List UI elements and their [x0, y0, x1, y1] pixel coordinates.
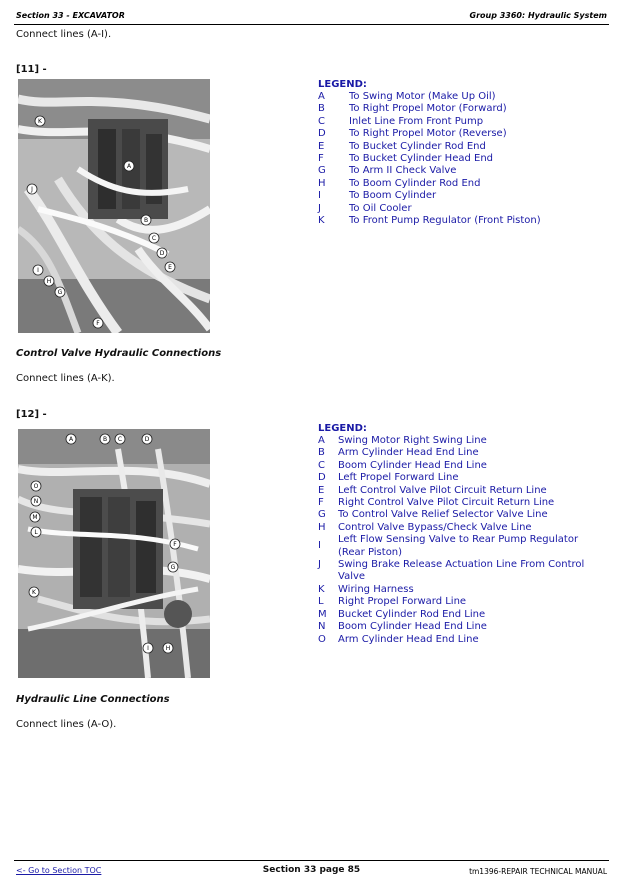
legend-item: L Right Propel Forward Line [318, 596, 467, 608]
step-11-label: [11] - [16, 64, 47, 75]
callout-h: H [46, 278, 52, 285]
legend-item: B Arm Cylinder Head End Line [318, 447, 479, 459]
legend-item: N Boom Cylinder Head End Line [318, 621, 487, 633]
callout-b: B [143, 217, 149, 224]
callout-c: C [117, 436, 123, 443]
step-12-text: Connect lines (A-O). [16, 719, 117, 730]
callout-g: G [170, 564, 176, 571]
legend-item: K Wiring Harness [318, 583, 414, 595]
legend-item: D To Right Propel Motor (Reverse) [318, 128, 507, 140]
section-header: Section 33 - EXCAVATOR [16, 11, 125, 20]
manual-id: tm1396-REPAIR TECHNICAL MANUAL [469, 867, 607, 876]
legend-12 [318, 422, 608, 646]
figure-11-photo [18, 79, 210, 333]
legend-item: J Swing Brake Release Actuation Line From Control Valve [318, 559, 585, 583]
footer-rule [14, 860, 609, 861]
callout-f: F [173, 541, 177, 548]
callout-a: A [126, 163, 132, 170]
figure-12-caption: Hydraulic Line Connections [16, 694, 170, 705]
legend-item: A Swing Motor Right Swing Line [318, 435, 487, 446]
callout-c: C [151, 235, 157, 242]
legend-item: C Boom Cylinder Head End Line [318, 459, 487, 471]
legend-item: C Inlet Line From Front Pump [318, 115, 484, 127]
step-11-text: Connect lines (A-K). [16, 373, 115, 384]
legend-item: G To Arm II Check Valve [318, 165, 457, 177]
legend-item: F Right Control Valve Pilot Circuit Return Line [318, 497, 555, 509]
callout-e: E [168, 264, 172, 271]
callout-j: J [31, 186, 33, 193]
callout-i: I [37, 267, 39, 274]
page-number: Section 33 page 85 [262, 865, 361, 875]
legend-item: H Control Valve Bypass/Check Valve Line [318, 521, 532, 533]
legend-item: E To Bucket Cylinder Rod End [318, 140, 486, 152]
figure-12-photo [18, 429, 210, 678]
legend-item: K To Front Pump Regulator (Front Piston) [318, 215, 541, 227]
legend-item: F To Bucket Cylinder Head End [318, 153, 494, 165]
step-12-label: [12] - [16, 409, 47, 420]
legend-item: H To Boom Cylinder Rod End [318, 177, 481, 189]
legend-item: I Left Flow Sensing Valve to Rear Pump Regulator (Rear Piston) [318, 534, 579, 558]
callout-g: G [57, 289, 63, 296]
intro-text: Connect lines (A-I). [16, 29, 112, 40]
legend-title: LEGEND: [318, 423, 367, 434]
legend-11 [318, 78, 608, 227]
legend-item: D Left Propel Forward Line [318, 472, 459, 484]
callout-b: B [102, 436, 108, 443]
legend-item: M Bucket Cylinder Rod End Line [318, 608, 486, 620]
legend-item: E Left Control Valve Pilot Circuit Return Line [318, 484, 547, 496]
callout-h: H [165, 645, 171, 652]
legend-item: O Arm Cylinder Head End Line [318, 633, 479, 645]
callout-k: K [32, 589, 36, 596]
legend-item: A To Swing Motor (Make Up Oil) [318, 91, 496, 102]
callout-d: D [144, 436, 150, 443]
callout-a: A [68, 436, 74, 443]
legend-title: LEGEND: [318, 79, 367, 90]
callout-m: M [32, 514, 38, 521]
callout-o: O [33, 483, 39, 490]
callout-i: I [147, 645, 149, 652]
group-header: Group 3360: Hydraulic System [469, 11, 607, 20]
header-rule [14, 24, 609, 25]
legend-item: I To Boom Cylinder [318, 190, 437, 202]
callout-f: F [96, 320, 100, 327]
legend-item: B To Right Propel Motor (Forward) [318, 103, 507, 115]
legend-item: J To Oil Cooler [318, 202, 412, 214]
section-toc-link[interactable]: <- Go to Section TOC [16, 866, 102, 875]
callout-n: N [33, 498, 39, 505]
figure-11-caption: Control Valve Hydraulic Connections [16, 348, 222, 359]
callout-k: K [38, 118, 42, 125]
callout-d: D [159, 250, 165, 257]
callout-l: L [34, 529, 38, 536]
legend-item: G To Control Valve Relief Selector Valve Line [318, 509, 548, 521]
